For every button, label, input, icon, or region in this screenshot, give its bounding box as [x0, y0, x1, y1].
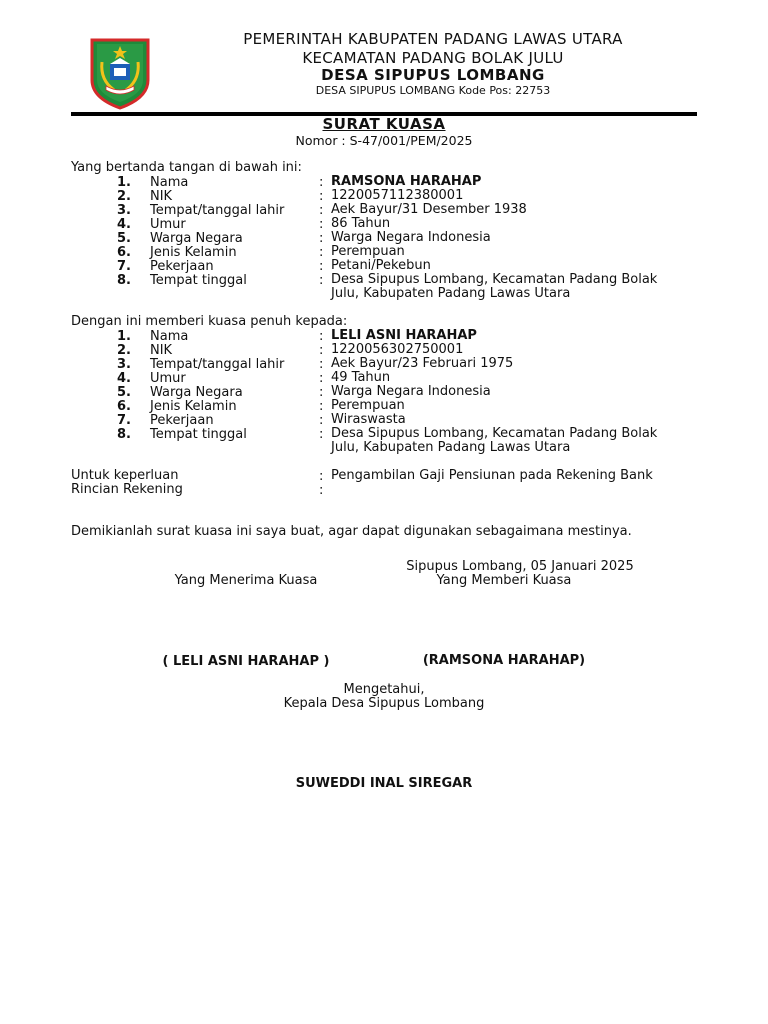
village-head-name: SUWEDDI INAL SIREGAR — [295, 776, 473, 791]
header-postal: DESA SIPUPUS LOMBANG Kode Pos: 22753 — [315, 84, 551, 97]
purpose-label: Untuk keperluan — [71, 468, 179, 483]
row-label: Umur — [150, 217, 186, 232]
grantor-occupation: Petani/Pekebun — [331, 258, 431, 273]
grantee-name: LELI ASNI HARAHAP — [331, 328, 477, 343]
row-number: 4. — [117, 371, 131, 386]
header-village: DESA SIPUPUS LOMBANG — [321, 66, 545, 84]
row-colon: : — [319, 259, 324, 274]
row-label: Warga Negara — [150, 231, 243, 246]
row-label: Umur — [150, 371, 186, 386]
row-colon: : — [319, 357, 324, 372]
row-number: 1. — [117, 175, 131, 190]
acknowledged-label: Mengetahui, — [343, 682, 425, 697]
village-head-title: Kepala Desa Sipupus Lombang — [283, 696, 485, 711]
row-colon: : — [319, 385, 324, 400]
letter-title — [0, 115, 768, 133]
row-label: Tempat/tanggal lahir — [150, 357, 285, 372]
row-label: Jenis Kelamin — [150, 245, 237, 260]
row-colon: : — [319, 413, 324, 428]
row-colon: : — [319, 175, 324, 190]
row-number: 7. — [117, 259, 131, 274]
grantor-intro: Yang bertanda tangan di bawah ini: — [71, 160, 302, 175]
row-number: 7. — [117, 413, 131, 428]
row-number: 5. — [117, 231, 131, 246]
header-district: KECAMATAN PADANG BOLAK JULU — [302, 49, 564, 67]
grantee-gender: Perempuan — [331, 398, 405, 413]
row-label: NIK — [150, 343, 173, 358]
receiver-caption: Yang Menerima Kuasa — [174, 573, 318, 588]
purpose-colon: : — [319, 469, 324, 484]
grantee-address: Desa Sipupus Lombang, Kecamatan Padang Bolak — [331, 426, 658, 441]
row-number: 8. — [117, 427, 131, 442]
row-number: 3. — [117, 203, 131, 218]
row-number: 6. — [117, 245, 131, 260]
account-label: Rincian Rekening — [71, 482, 183, 497]
row-label: Warga Negara — [150, 385, 243, 400]
row-label: Tempat tinggal — [150, 273, 247, 288]
row-label: Tempat tinggal — [150, 427, 247, 442]
closing-statement: Demikianlah surat kuasa ini saya buat, agar dapat digunakan sebagaimana mestinya. — [71, 524, 632, 539]
row-number: 5. — [117, 385, 131, 400]
row-number: 3. — [117, 357, 131, 372]
row-colon: : — [319, 427, 324, 442]
grantor-citizenship: Warga Negara Indonesia — [331, 230, 491, 245]
row-colon: : — [319, 343, 324, 358]
row-label: Tempat/tanggal lahir — [150, 203, 285, 218]
receiver-name: ( LELI ASNI HARAHAP ) — [162, 654, 330, 669]
grantor-birth: Aek Bayur/31 Desember 1938 — [331, 202, 527, 217]
row-number: 6. — [117, 399, 131, 414]
grantor-gender: Perempuan — [331, 244, 405, 259]
row-colon: : — [319, 231, 324, 246]
place-date: Sipupus Lombang, 05 Januari 2025 — [406, 559, 634, 574]
row-colon: : — [319, 273, 324, 288]
row-number: 8. — [117, 273, 131, 288]
row-number: 2. — [117, 343, 131, 358]
grantee-intro: Dengan ini memberi kuasa penuh kepada: — [71, 314, 348, 329]
row-label: Nama — [150, 175, 189, 190]
letter-title-text: SURAT KUASA — [322, 115, 446, 133]
row-label: Pekerjaan — [150, 413, 214, 428]
header-government: PEMERINTAH KABUPATEN PADANG LAWAS UTARA — [243, 30, 623, 48]
row-label: Pekerjaan — [150, 259, 214, 274]
row-number: 4. — [117, 217, 131, 232]
letter-number: Nomor : S-47/001/PEM/2025 — [295, 133, 473, 148]
row-number: 1. — [117, 329, 131, 344]
grantee-nik: 1220056302750001 — [331, 342, 464, 357]
row-colon: : — [319, 189, 324, 204]
grantor-address: Desa Sipupus Lombang, Kecamatan Padang Bolak — [331, 272, 658, 287]
grantor-nik: 1220057112380001 — [331, 188, 464, 203]
grantee-age: 49 Tahun — [331, 370, 391, 385]
grantee-birth: Aek Bayur/23 Februari 1975 — [331, 356, 514, 371]
row-colon: : — [319, 399, 324, 414]
row-label: Jenis Kelamin — [150, 399, 237, 414]
row-number: 2. — [117, 189, 131, 204]
grantor-age: 86 Tahun — [331, 216, 391, 231]
row-label: NIK — [150, 189, 173, 204]
row-colon: : — [319, 371, 324, 386]
row-colon: : — [319, 217, 324, 232]
grantee-occupation: Wiraswasta — [331, 412, 406, 427]
grantee-address-line2: Julu, Kabupaten Padang Lawas Utara — [331, 440, 571, 455]
purpose-value: Pengambilan Gaji Pensiunan pada Rekening Bank — [331, 468, 653, 483]
grantee-citizenship: Warga Negara Indonesia — [331, 384, 491, 399]
grantor-address-line2: Julu, Kabupaten Padang Lawas Utara — [331, 286, 571, 301]
row-label: Nama — [150, 329, 189, 344]
row-colon: : — [319, 203, 324, 218]
account-colon: : — [319, 483, 324, 498]
giver-caption: Yang Memberi Kuasa — [436, 573, 572, 588]
giver-name: (RAMSONA HARAHAP) — [422, 653, 586, 668]
regency-crest-icon — [88, 36, 152, 110]
row-colon: : — [319, 329, 324, 344]
row-colon: : — [319, 245, 324, 260]
grantor-name: RAMSONA HARAHAP — [331, 174, 482, 189]
